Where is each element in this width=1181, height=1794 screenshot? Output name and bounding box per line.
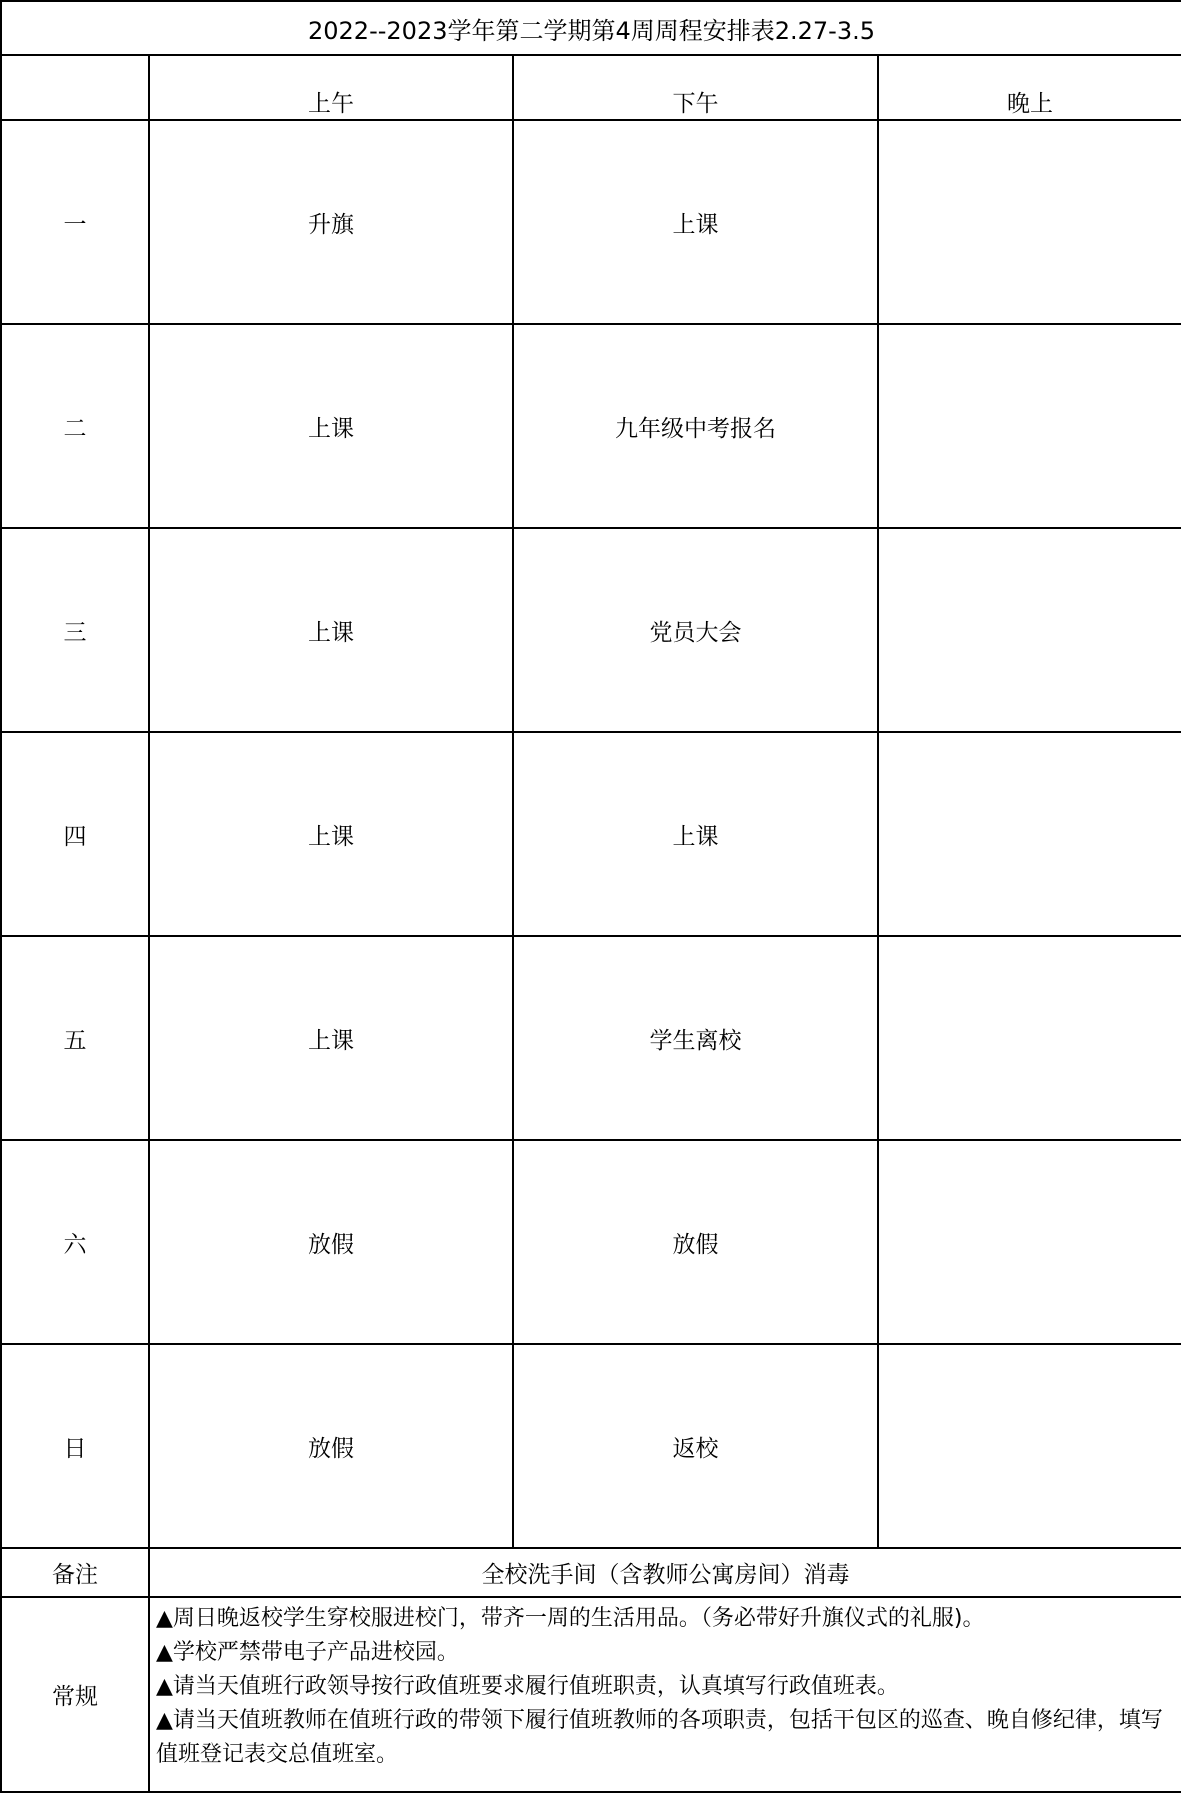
routine-text (149, 1597, 1181, 1792)
evening-cell (878, 732, 1181, 936)
afternoon-cell: 上课 (513, 120, 878, 324)
header-row (1, 55, 1181, 120)
day-row (1, 528, 1181, 732)
day-row (1, 936, 1181, 1140)
day-row (1, 1344, 1181, 1548)
morning-cell: 上课 (149, 528, 513, 732)
routine-line: ▲请当天值班教师在值班行政的带领下履行值班教师的各项职责，包括干包区的巡查、晚自修纪律，填写值班登记表交总值班室。 (156, 1708, 1163, 1767)
day-label: 日 (1, 1344, 149, 1548)
morning-cell: 放假 (149, 1344, 513, 1548)
morning-cell: 放假 (149, 1140, 513, 1344)
routine-line: ▲学校严禁带电子产品进校园。 (156, 1640, 459, 1665)
evening-cell (878, 324, 1181, 528)
afternoon-cell: 党员大会 (513, 528, 878, 732)
notes-label: 备注 (1, 1548, 149, 1597)
routine-line: ▲周日晚返校学生穿校服进校门，带齐一周的生活用品。（务必带好升旗仪式的礼服)。 (156, 1606, 985, 1631)
evening-cell (878, 1344, 1181, 1548)
header-afternoon: 下午 (513, 55, 878, 120)
routine-label: 常规 (1, 1597, 149, 1792)
routine-row (1, 1597, 1181, 1792)
day-label: 六 (1, 1140, 149, 1344)
morning-cell: 上课 (149, 936, 513, 1140)
day-label: 五 (1, 936, 149, 1140)
evening-cell (878, 936, 1181, 1140)
day-row (1, 732, 1181, 936)
evening-cell (878, 1140, 1181, 1344)
evening-cell (878, 528, 1181, 732)
morning-cell: 升旗 (149, 120, 513, 324)
title-row (1, 1, 1181, 55)
day-label: 三 (1, 528, 149, 732)
routine-line: ▲请当天值班行政领导按行政值班要求履行值班职责，认真填写行政值班表。 (156, 1674, 899, 1699)
day-label: 四 (1, 732, 149, 936)
afternoon-cell: 九年级中考报名 (513, 324, 878, 528)
header-morning: 上午 (149, 55, 513, 120)
day-label: 一 (1, 120, 149, 324)
header-corner (1, 55, 149, 120)
morning-cell: 上课 (149, 732, 513, 936)
day-row (1, 1140, 1181, 1344)
afternoon-cell: 上课 (513, 732, 878, 936)
schedule-title: 2022--2023学年第二学期第4周周程安排表2.27-3.5 (1, 1, 1181, 55)
afternoon-cell: 学生离校 (513, 936, 878, 1140)
afternoon-cell: 返校 (513, 1344, 878, 1548)
day-row (1, 120, 1181, 324)
evening-cell (878, 120, 1181, 324)
afternoon-cell: 放假 (513, 1140, 878, 1344)
day-row (1, 324, 1181, 528)
day-label: 二 (1, 324, 149, 528)
notes-text: 全校洗手间（含教师公寓房间）消毒 (149, 1548, 1181, 1597)
notes-row (1, 1548, 1181, 1597)
morning-cell: 上课 (149, 324, 513, 528)
header-evening: 晚上 (878, 55, 1181, 120)
